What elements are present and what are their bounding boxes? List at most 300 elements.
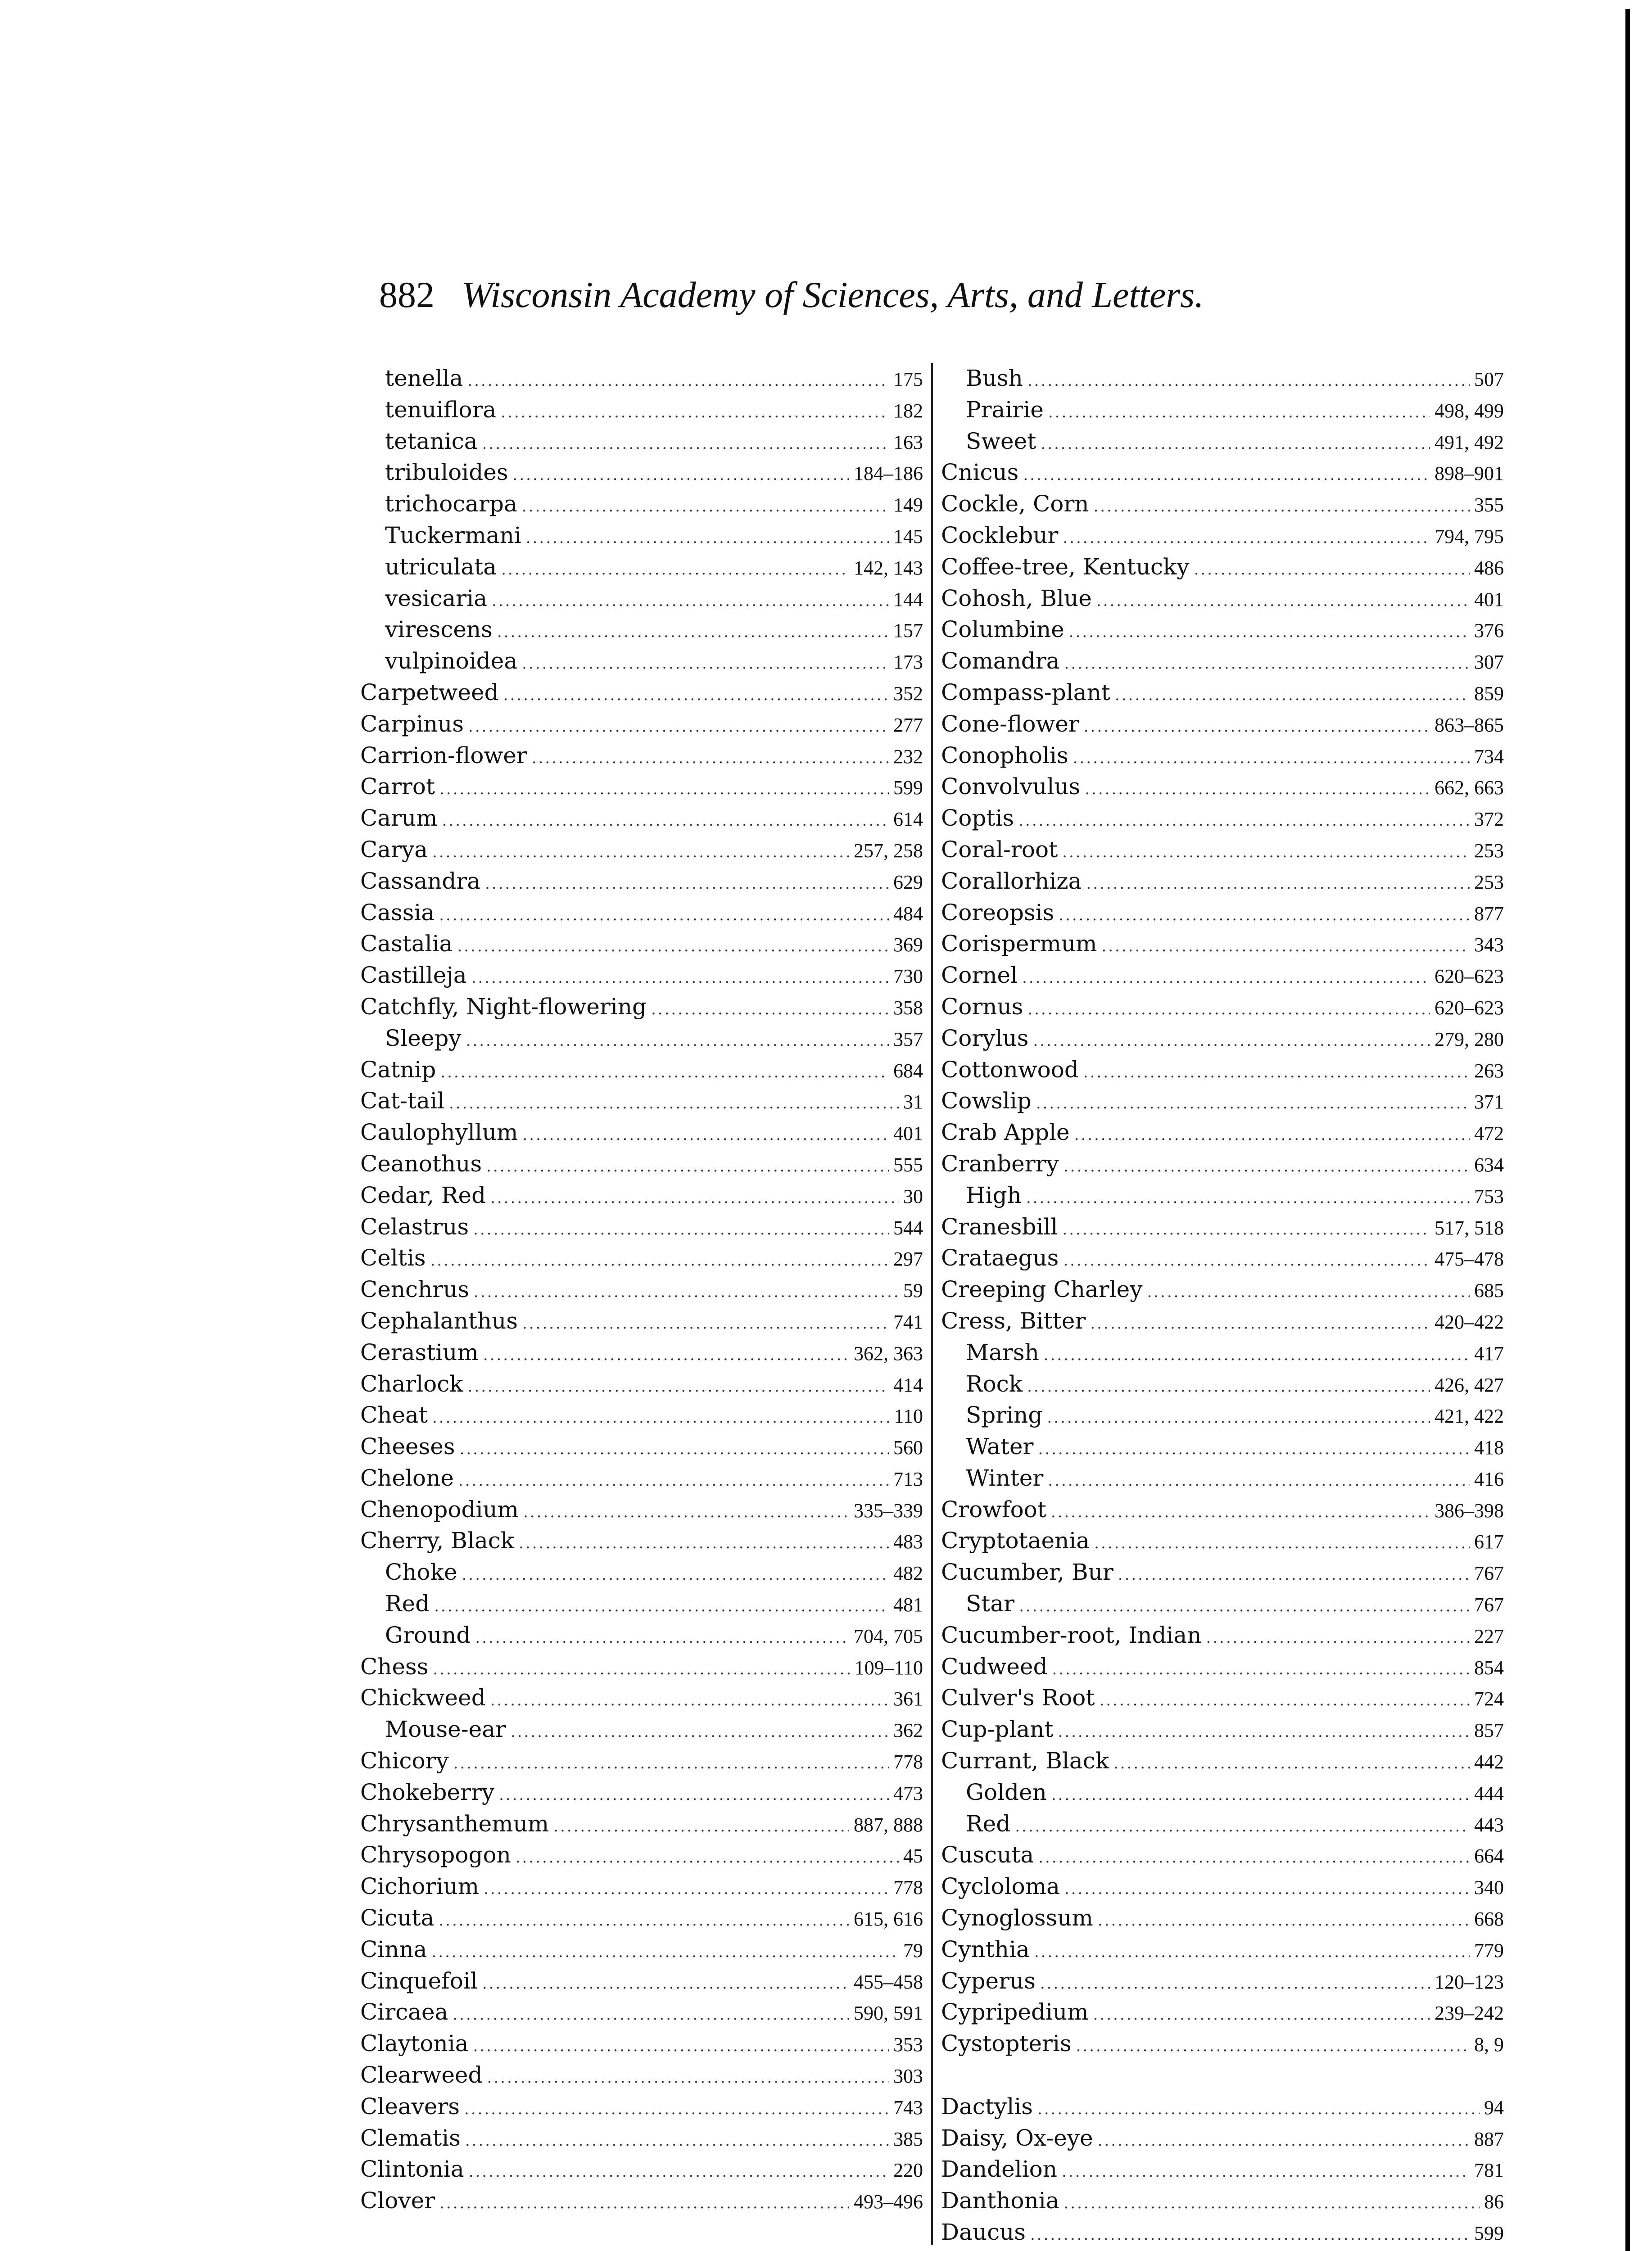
entry-pages: 741 — [893, 1311, 923, 1333]
index-entry — [941, 1306, 1504, 1337]
index-entry — [360, 960, 923, 991]
dot-leader — [1062, 2156, 1470, 2188]
entry-term: Carpinus — [360, 710, 464, 737]
entry-term: Cichorium — [360, 1873, 480, 1900]
dot-leader — [1115, 680, 1470, 711]
entry-term: tribuloides — [385, 459, 508, 486]
index-entry — [941, 1745, 1504, 1777]
index-entry — [941, 1274, 1504, 1306]
entry-pages: 426, 427 — [1435, 1374, 1504, 1396]
entry-term: Cocklebur — [941, 522, 1059, 548]
entry-term: Prairie — [966, 396, 1044, 423]
index-entry — [360, 928, 923, 960]
index-entry — [941, 1651, 1504, 1683]
entry-pages: 145 — [893, 525, 923, 547]
dot-leader — [482, 1968, 849, 2000]
index-entry — [941, 1023, 1504, 1054]
index-entry — [360, 1934, 923, 1966]
entry-pages: 157 — [893, 619, 923, 642]
entry-term: trichocarpa — [385, 491, 517, 517]
entry-pages: 615, 616 — [854, 1908, 923, 1930]
dot-leader — [485, 868, 889, 900]
index-entry — [360, 1871, 923, 1903]
dot-leader — [1038, 1842, 1470, 1874]
entry-term: Carpetweed — [360, 679, 499, 705]
index-entry — [360, 1148, 923, 1180]
entry-term: Cudweed — [941, 1653, 1048, 1680]
entry-term: Coffee-tree, Kentucky — [941, 553, 1190, 580]
dot-leader — [526, 523, 889, 554]
index-entry — [360, 1369, 923, 1400]
entry-term: Cycloloma — [941, 1873, 1060, 1900]
entry-pages: 859 — [1474, 682, 1504, 705]
entry-term: Carrion-flower — [360, 742, 527, 768]
dot-leader — [473, 2031, 889, 2062]
dot-leader — [1027, 1371, 1430, 1403]
index-entry — [941, 740, 1504, 772]
entry-pages: 472 — [1474, 1122, 1504, 1145]
entry-pages: 486 — [1474, 556, 1504, 579]
entry-pages: 31 — [903, 1091, 923, 1113]
dot-leader — [434, 1591, 889, 1623]
entry-pages: 887 — [1474, 2128, 1504, 2150]
entry-term: Coptis — [941, 805, 1014, 832]
entry-pages: 371 — [1474, 1091, 1504, 1113]
index-entry — [360, 740, 923, 772]
entry-pages: 144 — [893, 588, 923, 610]
index-subentry — [360, 488, 923, 520]
entry-term: Cyperus — [941, 1967, 1036, 1994]
entry-term: Cornus — [941, 993, 1023, 1020]
entry-term: Carum — [360, 805, 438, 832]
index-subentry — [941, 1808, 1504, 1840]
index-entry — [360, 2123, 923, 2154]
index-subentry — [941, 1463, 1504, 1494]
entry-pages: 401 — [893, 1122, 923, 1145]
entry-pages: 420–422 — [1435, 1311, 1504, 1333]
entry-pages: 372 — [1474, 808, 1504, 831]
index-entry — [941, 646, 1504, 677]
index-entry — [360, 1745, 923, 1777]
dot-leader — [1062, 837, 1470, 868]
entry-pages: 794, 795 — [1435, 525, 1504, 547]
entry-term: Cassandra — [360, 868, 481, 894]
index-subentry — [941, 1431, 1504, 1463]
entry-term: Mouse-ear — [385, 1716, 506, 1743]
entry-term: Crataegus — [941, 1245, 1059, 1271]
entry-term: Chenopodium — [360, 1496, 519, 1523]
entry-term: Cat-tail — [360, 1088, 444, 1114]
index-entry — [941, 2217, 1504, 2248]
entry-pages: 455–458 — [854, 1971, 923, 1993]
index-entry — [360, 1525, 923, 1557]
entry-pages: 175 — [893, 368, 923, 390]
index-entry — [941, 1525, 1504, 1557]
entry-term: Star — [966, 1591, 1015, 1617]
index-entry — [360, 1054, 923, 1086]
entry-term: Danthonia — [941, 2188, 1059, 2214]
dot-leader — [490, 1685, 889, 1717]
entry-pages: 220 — [893, 2159, 923, 2182]
entry-term: Cynoglossum — [941, 1905, 1093, 1931]
dot-leader — [1206, 1623, 1470, 1654]
entry-pages: 45 — [903, 1845, 923, 1867]
index-entry — [941, 1871, 1504, 1903]
entry-pages: 781 — [1474, 2159, 1504, 2182]
entry-pages: 8, 9 — [1474, 2034, 1504, 2056]
dot-leader — [1083, 1057, 1470, 1089]
entry-term: Cleavers — [360, 2093, 460, 2120]
entry-term: Sweet — [966, 428, 1036, 454]
index-subentry — [941, 394, 1504, 426]
index-subentry — [360, 457, 923, 488]
entry-term: Ceanothus — [360, 1150, 482, 1177]
dot-leader — [1033, 1026, 1430, 1057]
index-entry — [360, 897, 923, 929]
index-subentry — [941, 1337, 1504, 1369]
index-entry — [360, 1274, 923, 1306]
entry-term: Columbine — [941, 616, 1064, 643]
dot-leader — [1058, 1717, 1470, 1748]
entry-pages: 898–901 — [1435, 462, 1504, 485]
dot-leader — [1023, 460, 1430, 491]
entry-term: High — [966, 1182, 1022, 1208]
entry-term: Charlock — [360, 1370, 463, 1397]
entry-term: Cephalanthus — [360, 1307, 518, 1334]
entry-pages: 767 — [1474, 1594, 1504, 1616]
entry-term: tenuiflora — [385, 396, 497, 423]
index-entry — [941, 457, 1504, 488]
entry-pages: 475–478 — [1435, 1248, 1504, 1270]
entry-pages: 668 — [1474, 1908, 1504, 1930]
entry-pages: 517, 518 — [1435, 1216, 1504, 1239]
dot-leader — [1098, 1905, 1470, 1937]
entry-term: Dandelion — [941, 2156, 1057, 2183]
entry-term: Cohosh, Blue — [941, 585, 1092, 611]
index-column-left — [360, 363, 923, 2217]
index-subentry — [941, 426, 1504, 457]
dot-leader — [1064, 2188, 1480, 2219]
entry-pages: 263 — [1474, 1059, 1504, 1082]
entry-term: Coreopsis — [941, 899, 1055, 926]
index-subentry — [360, 1023, 923, 1054]
dot-leader — [1038, 1434, 1470, 1465]
entry-pages: 473 — [893, 1782, 923, 1804]
dot-leader — [1048, 1465, 1470, 1497]
dot-leader — [1064, 1874, 1470, 1905]
entry-term: Rock — [966, 1370, 1023, 1397]
dot-leader — [433, 1654, 850, 1686]
entry-term: Cicuta — [360, 1905, 434, 1931]
dot-leader — [1047, 1402, 1430, 1434]
entry-term: Bush — [966, 365, 1023, 391]
dot-leader — [511, 1717, 889, 1748]
dot-leader — [503, 680, 889, 711]
entry-pages: 357 — [893, 1028, 923, 1050]
entry-pages: 664 — [1474, 1845, 1504, 1867]
entry-term: utriculata — [385, 553, 497, 580]
index-entry — [360, 1651, 923, 1683]
entry-term: Cherry, Black — [360, 1528, 515, 1554]
index-entry — [941, 1840, 1504, 1871]
index-entry — [360, 2028, 923, 2060]
index-entry — [941, 1117, 1504, 1148]
index-entry — [360, 834, 923, 866]
entry-pages: 277 — [893, 714, 923, 736]
index-entry — [941, 803, 1504, 834]
dot-leader — [1096, 586, 1470, 617]
entry-term: Cinquefoil — [360, 1967, 478, 1994]
index-subentry — [360, 614, 923, 646]
dot-leader — [1076, 2031, 1470, 2062]
running-head — [379, 270, 1370, 320]
entry-pages: 369 — [893, 934, 923, 956]
index-subentry — [360, 1557, 923, 1588]
entry-pages: 857 — [1474, 1719, 1504, 1742]
entry-pages: 361 — [893, 1688, 923, 1710]
index-subentry — [360, 583, 923, 615]
entry-term: Golden — [966, 1779, 1047, 1805]
entry-term: Water — [966, 1433, 1034, 1460]
dot-leader — [462, 1559, 889, 1591]
index-entry — [941, 834, 1504, 866]
dot-leader — [482, 429, 889, 460]
dot-leader — [468, 1371, 889, 1403]
entry-pages: 401 — [1474, 588, 1504, 610]
dot-leader — [1069, 617, 1470, 648]
dot-leader — [1064, 648, 1470, 680]
entry-term: Marsh — [966, 1339, 1039, 1365]
dot-leader — [432, 1402, 890, 1434]
entry-term: Cheeses — [360, 1433, 455, 1460]
index-entry — [360, 1243, 923, 1274]
dot-leader — [439, 900, 889, 931]
index-subentry — [360, 551, 923, 583]
dot-leader — [522, 1308, 889, 1340]
dot-leader — [501, 554, 849, 586]
entry-pages: 239–242 — [1435, 2002, 1504, 2025]
entry-pages: 421, 422 — [1435, 1405, 1504, 1428]
entry-term: Castalia — [360, 931, 453, 957]
dot-leader — [458, 1465, 889, 1497]
dot-leader — [453, 1748, 889, 1780]
index-entry — [941, 928, 1504, 960]
dot-leader — [466, 1026, 889, 1057]
entry-pages: 444 — [1474, 1782, 1504, 1804]
dot-leader — [1113, 1748, 1470, 1780]
entry-term: tenella — [385, 365, 463, 391]
dot-leader — [1086, 868, 1470, 900]
entry-pages: 109–110 — [854, 1656, 923, 1679]
entry-pages: 620–623 — [1435, 965, 1504, 988]
dot-leader — [523, 1497, 849, 1528]
entry-pages: 778 — [893, 1751, 923, 1773]
dot-leader — [499, 1780, 889, 1811]
entry-term: Clover — [360, 2188, 435, 2214]
index-subentry — [941, 1777, 1504, 1808]
entry-term: Cinna — [360, 1936, 427, 1962]
entry-pages: 599 — [1474, 2222, 1504, 2245]
dot-leader — [1063, 523, 1430, 554]
dot-leader — [1015, 1811, 1470, 1843]
index-entry — [360, 1400, 923, 1431]
dot-leader — [469, 2156, 889, 2188]
dot-leader — [513, 460, 849, 491]
entry-term: Carrot — [360, 773, 435, 800]
entry-pages: 120–123 — [1435, 1971, 1504, 1993]
dot-leader — [1090, 1308, 1430, 1340]
dot-leader — [474, 1277, 899, 1308]
entry-term: Corispermum — [941, 931, 1097, 957]
entry-pages: 443 — [1474, 1813, 1504, 1836]
dot-leader — [471, 963, 889, 994]
entry-pages: 662, 663 — [1435, 777, 1504, 799]
entry-pages: 257, 258 — [854, 839, 923, 862]
entry-pages: 544 — [893, 1216, 923, 1239]
dot-leader — [1118, 1559, 1470, 1591]
entry-term: Cenchrus — [360, 1276, 470, 1303]
dot-leader — [1026, 1183, 1470, 1214]
entry-pages: 778 — [893, 1876, 923, 1899]
entry-pages: 173 — [893, 651, 923, 673]
entry-term: Cystopteris — [941, 2030, 1072, 2057]
index-subentry — [941, 1180, 1504, 1211]
entry-pages: 507 — [1474, 368, 1504, 390]
index-subentry — [941, 1588, 1504, 1620]
entry-pages: 110 — [894, 1405, 923, 1428]
entry-term: Winter — [966, 1465, 1044, 1491]
entry-term: Cowslip — [941, 1088, 1032, 1114]
dot-leader — [1044, 1340, 1470, 1371]
entry-term: Cornel — [941, 962, 1018, 989]
entry-term: Choke — [385, 1559, 457, 1586]
dot-leader — [464, 2094, 889, 2125]
dot-leader — [1030, 2219, 1470, 2251]
dot-leader — [1063, 1245, 1430, 1277]
entry-pages: 297 — [893, 1248, 923, 1270]
index-entry — [941, 2123, 1504, 2154]
entry-term: Catnip — [360, 1056, 436, 1083]
index-entry — [941, 1085, 1504, 1117]
entry-term: Circaea — [360, 1999, 448, 2025]
dot-leader — [484, 1874, 889, 1905]
index-subentry — [360, 426, 923, 457]
dot-leader — [442, 805, 889, 837]
entry-pages: 353 — [893, 2034, 923, 2056]
entry-term: Spring — [966, 1402, 1043, 1428]
dot-leader — [1018, 805, 1470, 837]
dot-leader — [486, 1151, 889, 1183]
dot-leader — [431, 1937, 899, 1968]
entry-term: Crab Apple — [941, 1119, 1070, 1146]
index-entry — [941, 583, 1504, 615]
entry-pages: 418 — [1474, 1437, 1504, 1459]
index-subentry — [941, 1400, 1504, 1431]
entry-pages: 30 — [903, 1185, 923, 1207]
entry-term: Daisy, Ox-eye — [941, 2124, 1093, 2151]
entry-term: vulpinoidea — [385, 648, 518, 674]
entry-term: vesicaria — [385, 585, 488, 611]
index-entry — [941, 771, 1504, 803]
dot-leader — [439, 2188, 849, 2219]
dot-leader — [1084, 711, 1430, 743]
index-subentry — [360, 394, 923, 426]
dot-leader — [1098, 2125, 1470, 2157]
entry-pages: 493–496 — [854, 2191, 923, 2213]
dot-leader — [519, 1528, 889, 1559]
index-entry — [941, 2091, 1504, 2123]
entry-pages: 730 — [893, 965, 923, 988]
dot-leader — [1101, 931, 1470, 963]
entry-term: Daucus — [941, 2219, 1026, 2246]
index-entry — [360, 1117, 923, 1148]
entry-pages: 416 — [1474, 1468, 1504, 1490]
entry-term: Currant, Black — [941, 1748, 1109, 1774]
entry-term: Clematis — [360, 2124, 461, 2151]
entry-term: Red — [966, 1810, 1011, 1837]
index-entry — [941, 677, 1504, 709]
entry-pages: 767 — [1474, 1562, 1504, 1585]
index-subentry — [360, 646, 923, 677]
entry-pages: 617 — [1474, 1531, 1504, 1553]
entry-pages: 590, 591 — [854, 2002, 923, 2025]
entry-pages: 182 — [893, 399, 923, 422]
entry-term: Cassia — [360, 899, 435, 926]
entry-term: Cup-plant — [941, 1716, 1054, 1743]
index-entry — [360, 1337, 923, 1369]
dot-leader — [430, 1245, 889, 1277]
dot-leader — [453, 1999, 849, 2031]
index-subentry — [941, 363, 1504, 394]
entry-term: Cone-flower — [941, 710, 1079, 737]
entry-term: Crowfoot — [941, 1496, 1046, 1523]
entry-pages: 704, 705 — [854, 1625, 923, 1647]
entry-term: Chicory — [360, 1748, 449, 1774]
entry-term: Cedar, Red — [360, 1182, 486, 1208]
entry-term: Dactylis — [941, 2093, 1033, 2120]
entry-term: tetanica — [385, 428, 478, 454]
dot-leader — [1051, 1780, 1470, 1811]
entry-term: Sleepy — [385, 1025, 462, 1051]
entry-pages: 86 — [1484, 2191, 1504, 2213]
index-entry — [360, 2185, 923, 2217]
journal-title: Wisconsin Academy of Sciences, Arts, and Letters. — [462, 274, 1204, 315]
index-entry — [360, 1306, 923, 1337]
entry-pages: 491, 492 — [1435, 431, 1504, 453]
index-entry — [360, 2154, 923, 2185]
dot-leader — [1037, 2094, 1480, 2125]
dot-leader — [1064, 1151, 1470, 1183]
entry-term: Red — [385, 1591, 430, 1617]
entry-term: Carya — [360, 836, 428, 863]
index-entry — [360, 1777, 923, 1808]
dot-leader — [1051, 1497, 1430, 1528]
index-entry — [360, 1085, 923, 1117]
entry-term: Corallorhiza — [941, 868, 1082, 894]
entry-term: Claytonia — [360, 2030, 469, 2057]
entry-term: virescens — [385, 616, 493, 643]
entry-pages: 376 — [1474, 619, 1504, 642]
index-subentry — [360, 520, 923, 551]
entry-term: Chrysopogon — [360, 1842, 511, 1868]
index-entry — [941, 1054, 1504, 1086]
dot-leader — [522, 1120, 889, 1151]
entry-term: Cuscuta — [941, 1842, 1034, 1868]
index-entry — [941, 1148, 1504, 1180]
index-entry — [941, 551, 1504, 583]
index-entry — [360, 1211, 923, 1243]
entry-pages: 560 — [893, 1437, 923, 1459]
